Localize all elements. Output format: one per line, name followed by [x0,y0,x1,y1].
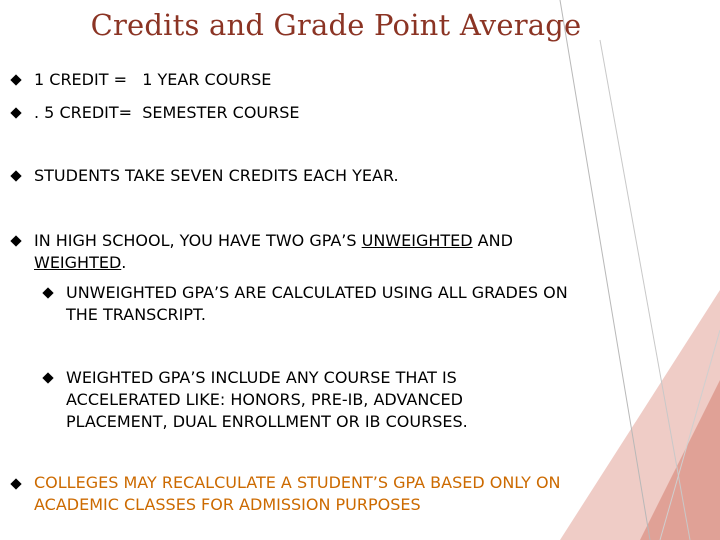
bullet-text-pre: IN HIGH SCHOOL, YOU HAVE TWO GPA’S [34,231,362,250]
bullet-text: . 5 CREDIT= SEMESTER COURSE [34,103,300,122]
bullet-text-mid: AND [472,231,513,250]
slide-title: Credits and Grade Point Average [90,8,582,42]
bullet-text: UNWEIGHTED GPA’S ARE CALCULATED USING ALL GRADES ON THE TRANSCRIPT. [66,283,568,324]
bullet-text: WEIGHTED GPA’S INCLUDE ANY COURSE THAT IS ACCELERATED LIKE: HONORS, PRE-IB, ADVANCED PLACEMENT, DUAL ENROLLMENT OR IB COURSES. [66,368,468,431]
bullet-text: COLLEGES MAY RECALCULATE A STUDENT’S GPA BASED ONLY ON ACADEMIC CLASSES FOR ADMISSION PURPOSES [34,473,561,514]
bullet-text-post: . [121,253,127,272]
weighted-term: WEIGHTED [34,253,122,272]
bullet-text: 1 CREDIT = 1 YEAR COURSE [34,70,272,89]
bullet-text: STUDENTS TAKE SEVEN CREDITS EACH YEAR. [34,166,399,185]
unweighted-term: UNWEIGHTED [361,231,473,250]
bullet-text [34,230,594,274]
